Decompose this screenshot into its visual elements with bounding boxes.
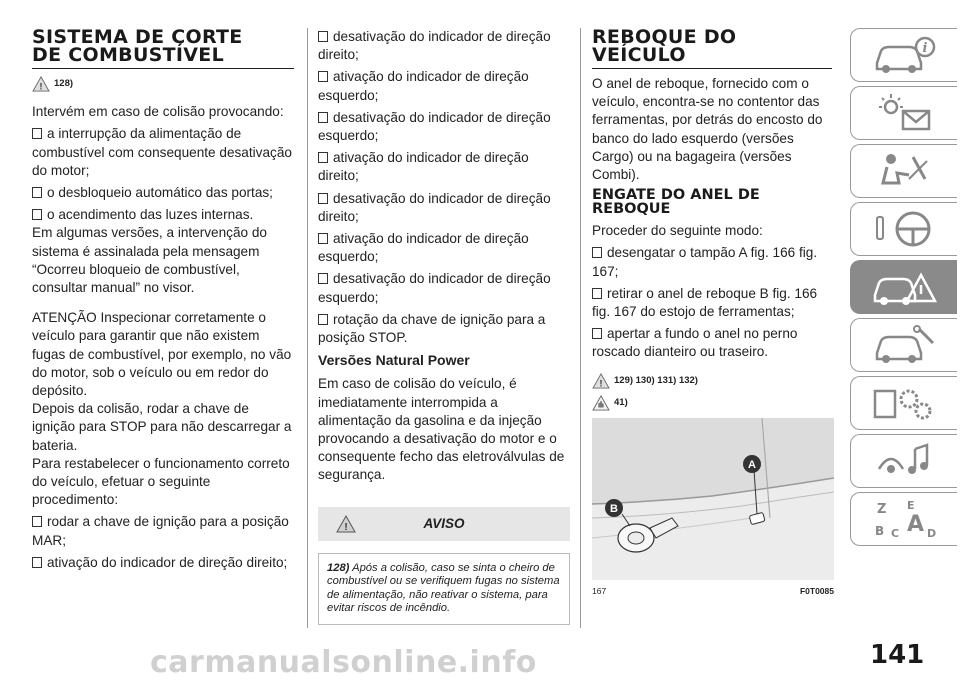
svg-text:B: B [875,524,885,538]
bullet-box-icon [32,187,42,198]
bumper-illustration [592,418,834,580]
tab-index[interactable] [850,492,957,546]
aviso-text: Após a colisão, caso se sinta o cheiro de combustível ou se verifiquem fugas no sistema de alimentação, não reativar o sistema, para evitar riscos de incêndio. [327,561,560,615]
column-towing [592,28,832,600]
warning-triangle-icon [592,373,610,389]
airbag-seat-icon [869,149,939,193]
bullet-box-icon [318,31,328,42]
bullet-box-icon [592,247,602,258]
list-item: desativação do indicador de direção esquerdo; [318,109,551,144]
list-item: desativação do indicador de direção esquerdo; [318,271,551,305]
figure-number: 167 [592,586,607,597]
list-item: a interrupção da alimentação de combustível com consequente desativação do motor; [32,126,292,178]
warning-triangle-icon [32,76,50,92]
list-item: ativação do indicador de direção direito; [318,150,529,184]
warning-lights-icon [869,91,939,135]
caution-reference: 41) [592,394,832,412]
watermark: carmanualsonline.info [150,645,537,680]
paragraph: Em caso de colisão do veículo, é imediatamente interrompida a alimentação da gasolina e da injeção provocando a desativação do motor e o consequente fecho das eletroválvulas de segurança. [318,376,565,483]
list-item: desativação do indicador de direção direito; [318,29,551,63]
bullet-box-icon [318,233,328,244]
page-number: 141 [870,640,925,670]
svg-text:!: ! [344,521,348,533]
bullet-box-icon [592,328,602,339]
paragraph: Para restabelecer o funcionamento correto do veículo, efetuar o seguinte procedimento: [32,455,290,508]
paragraph: O anel de reboque, fornecido com o veículo, encontra-se no contentor das ferramentas, por detrás do encosto do banco do lado esquerdo (versões Cargo) ou na bagageira (versões Combi). [592,76,823,183]
aviso-number: 128) [327,561,350,574]
list-item: rodar a chave de ignição para a posição MAR; [32,514,289,548]
bullet-box-icon [318,314,328,325]
svg-text:D: D [927,527,937,540]
svg-text:E: E [907,499,915,512]
callout-b-label: B [610,503,618,516]
tab-multimedia[interactable] [850,434,957,488]
subheading-natural-power: Versões Natural Power [318,352,470,369]
chapter-tabs [850,28,960,550]
intro-text: Intervém em caso de colisão provocando: [32,104,284,120]
intro-text: Proceder do seguinte modo: [592,223,763,239]
tab-technical-data[interactable] [850,376,957,430]
aviso-box [318,507,570,625]
paragraph: Em algumas versões, a intervenção do sistema é assinalada pela mensagem “Ocorreu bloqueio de combustível, consultar manual” no visor. [32,225,267,296]
tow-ring-figure [592,418,834,580]
column-divider [307,28,308,628]
svg-text:i: i [922,41,928,56]
list-item: desengatar o tampão A fig. 166 fig. 167; [592,245,818,279]
list-item: retirar o anel de reboque B fig. 166 fig. 167 do estojo de ferramentas; [592,285,818,320]
tab-car-info[interactable] [850,28,957,82]
list-item: desativação do indicador de direção direito; [318,190,551,224]
tab-warning-lights[interactable] [850,86,957,140]
paragraph: Depois da colisão, rodar a chave de ignição para STOP para não descarregar a bateria. [32,401,292,453]
svg-text:!: ! [39,81,43,92]
column-fuel-cutoff [32,28,294,572]
tab-driving[interactable] [850,202,957,256]
car-info-icon [869,33,939,77]
steering-wheel-icon [869,207,939,251]
subheading-tow-ring: ENGATE DO ANEL DE REBOQUE [592,187,760,218]
svg-text:!: ! [599,378,603,389]
figure-code: F0T0085 [799,586,834,597]
warning-reference: ! 129) 130) 131) 132) [592,372,832,390]
attention-paragraph: ATENÇÃO Inspecionar corretamente o veículo para garantir que não existem fugas de combustível, por exemplo, no vão do motor, sob o veículo ou em redor do depósito. [32,310,292,399]
car-service-icon [869,323,939,367]
list-item: o desbloqueio automático das portas; [32,184,294,202]
bullet-box-icon [592,288,602,299]
tab-safety[interactable] [850,144,957,198]
section-title-fuel-cutoff: SISTEMA DE CORTE DE COMBUSTÍVEL [32,28,294,69]
bullet-box-icon [32,209,42,220]
breakdown-icon [869,265,939,309]
section-title-towing: REBOQUE DO VEÍCULO [592,28,832,69]
bullet-box-icon [318,152,328,163]
warning-triangle-icon [336,515,356,533]
figure-caption [592,582,834,600]
svg-text:A: A [907,512,925,537]
bullet-box-icon [318,112,328,123]
bullet-box-icon [318,71,328,82]
bullet-box-icon [318,193,328,204]
warning-reference: ! 128) [32,75,294,93]
index-icon [869,497,939,541]
bullet-box-icon [32,557,42,568]
svg-text:C: C [891,527,900,540]
tab-maintenance[interactable] [850,318,957,372]
aviso-header [318,507,570,541]
settings-gears-icon [869,381,939,425]
bullet-box-icon [318,273,328,284]
column-procedure [318,28,570,625]
list-item: ativação do indicador de direção direito; [32,554,294,572]
list-item: ativação do indicador de direção esquerdo; [318,231,529,265]
list-item: o acendimento das luzes internas. [32,206,294,224]
callout-a-label: A [748,459,756,472]
list-item: apertar a fundo o anel no perno roscado dianteiro ou traseiro. [592,326,798,360]
list-item: ativação do indicador de direção esquerdo; [318,69,529,103]
list-item: rotação da chave de ignição para a posição STOP. [318,311,546,346]
aviso-body [318,553,570,625]
caution-hand-icon [592,395,610,411]
aviso-title: AVISO [423,515,465,531]
column-divider [580,28,581,628]
bullet-box-icon [32,516,42,527]
tab-emergency[interactable] [850,260,957,314]
multimedia-icon [869,439,939,483]
bullet-box-icon [32,128,42,139]
svg-text:Z: Z [877,502,887,517]
